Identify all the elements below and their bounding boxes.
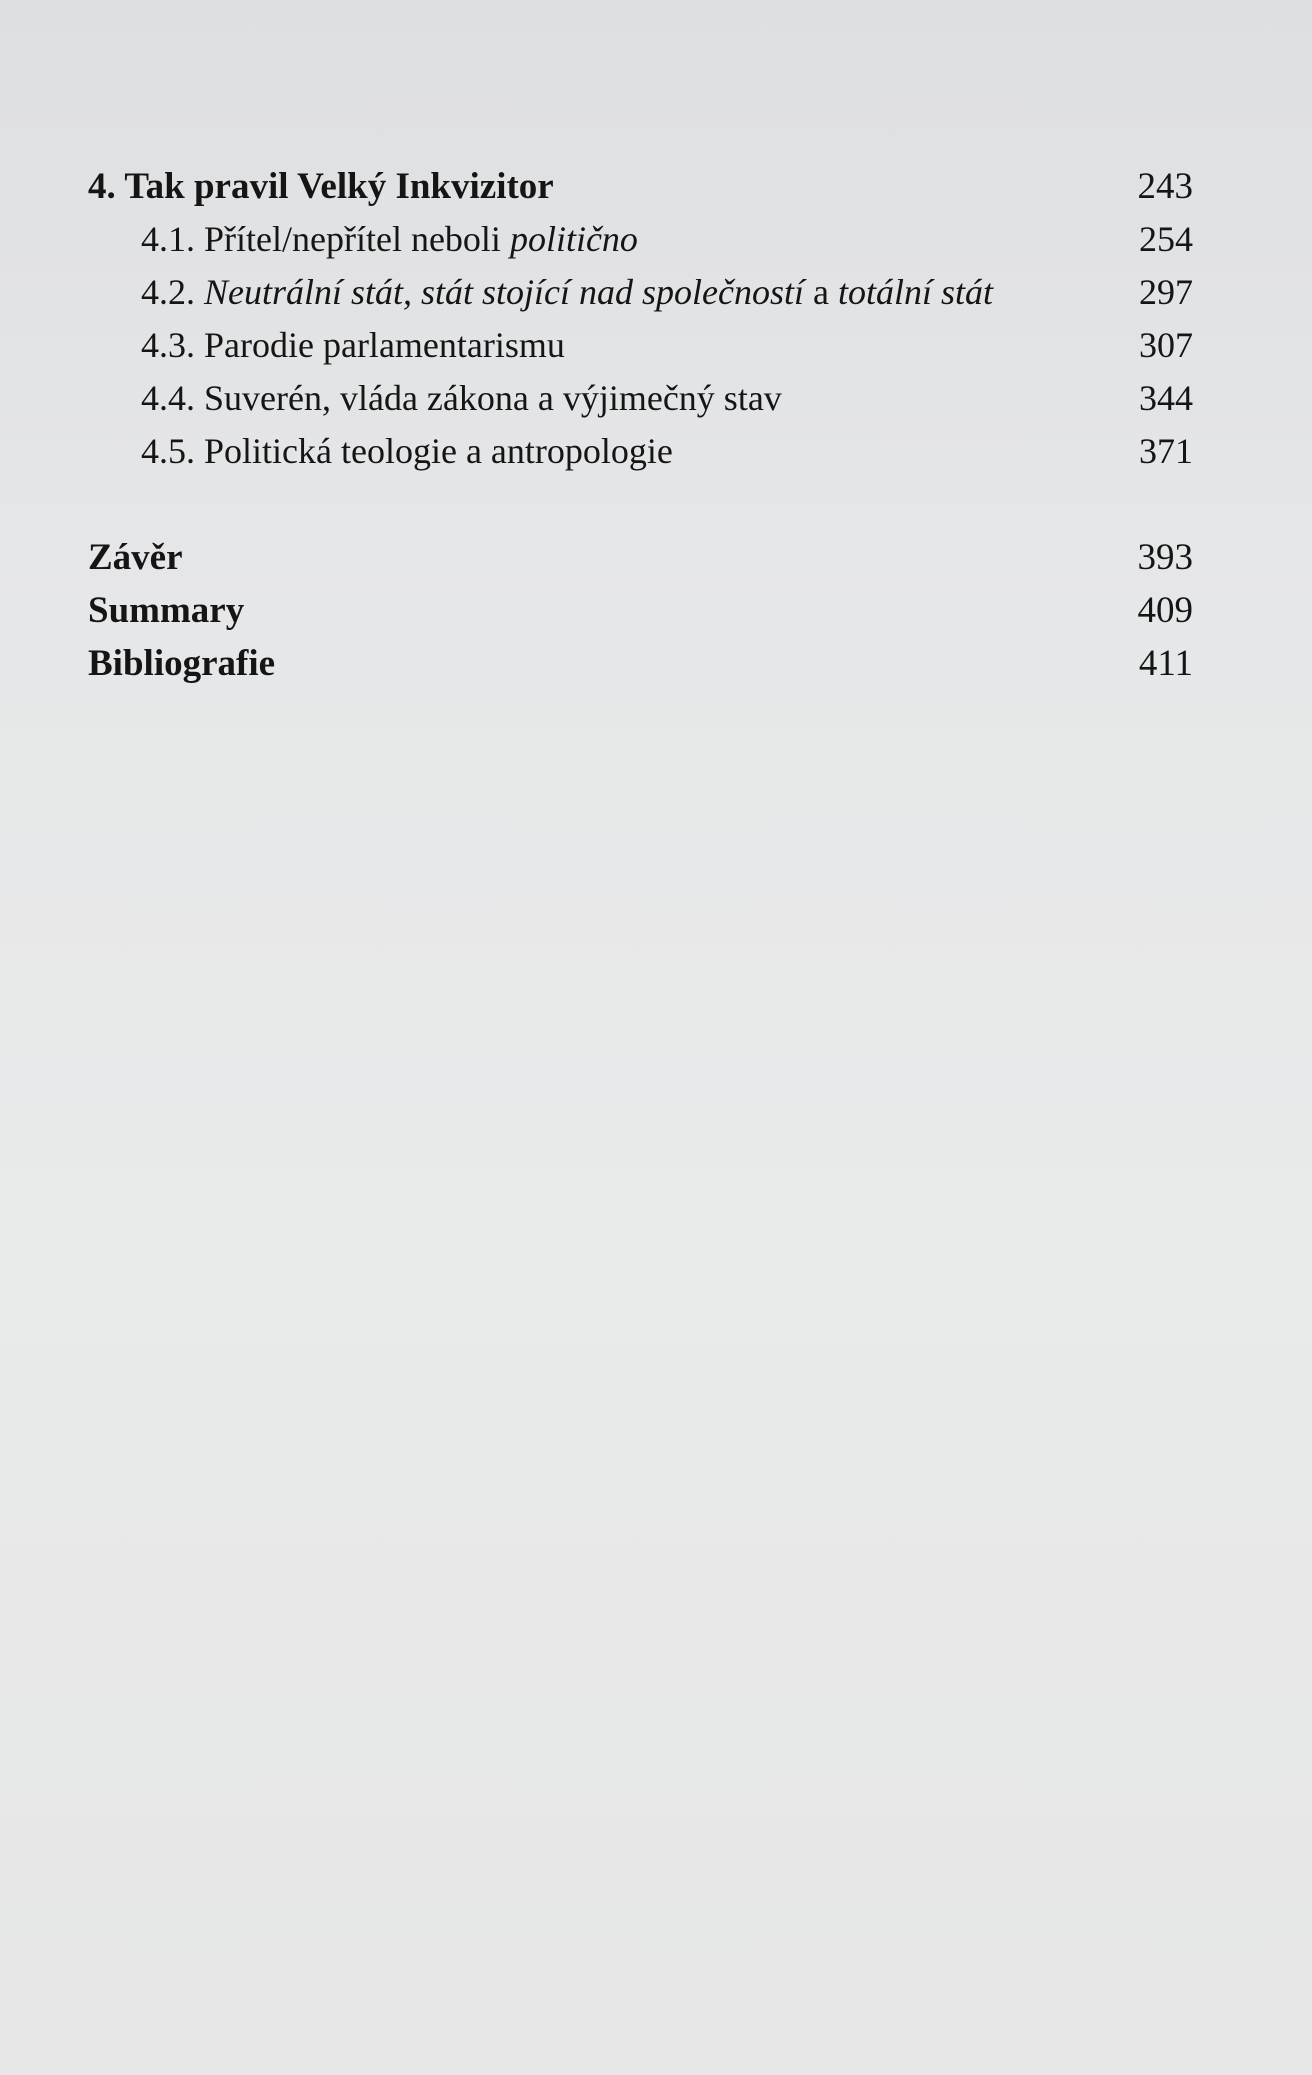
- section-title: Parodie parlamentarismu: [204, 325, 565, 365]
- section-page-number: 371: [1139, 431, 1193, 471]
- section-number: 4.3.: [141, 325, 195, 365]
- toc-chapter-entry: [88, 160, 1193, 213]
- back-matter-page-number: 411: [1138, 643, 1193, 684]
- section-number: 4.2.: [141, 272, 195, 312]
- section-page-number: 307: [1139, 325, 1193, 365]
- section-title: Suverén, vláda zákona a výjimečný stav: [204, 378, 782, 418]
- toc-section-entry: [88, 266, 1193, 319]
- section-page-number: 297: [1139, 272, 1193, 312]
- table-of-contents: [88, 160, 1193, 690]
- section-title: Přítel/nepřítel neboli politično: [204, 219, 638, 259]
- section-page-number: 344: [1139, 378, 1193, 418]
- section-number: 4.4.: [141, 378, 195, 418]
- chapter-number: 4.: [88, 166, 116, 207]
- spacer: [88, 478, 1193, 531]
- back-matter-page-number: 393: [1137, 537, 1193, 578]
- toc-back-matter-entry: [88, 584, 1193, 637]
- section-number: 4.1.: [141, 219, 195, 259]
- toc-section-entry: [88, 213, 1193, 266]
- toc-back-matter-entry: [88, 531, 1193, 584]
- toc-back-matter-entry: [88, 637, 1193, 690]
- section-title: Neutrální stát, stát stojící nad společností a totální stát: [204, 272, 994, 312]
- back-matter-title: Bibliografie: [88, 643, 276, 684]
- back-matter-title: Závěr: [88, 537, 183, 578]
- toc-section-entry: [88, 372, 1193, 425]
- section-number: 4.5.: [141, 431, 195, 471]
- back-matter-page-number: 409: [1137, 590, 1193, 631]
- section-page-number: 254: [1139, 219, 1193, 259]
- section-title: Politická teologie a antropologie: [204, 431, 673, 471]
- chapter-page-number: 243: [1137, 166, 1193, 207]
- chapter-title: Tak pravil Velký Inkvizitor: [124, 166, 554, 207]
- back-matter-title: Summary: [88, 590, 245, 631]
- toc-section-entry: [88, 425, 1193, 478]
- toc-section-entry: [88, 319, 1193, 372]
